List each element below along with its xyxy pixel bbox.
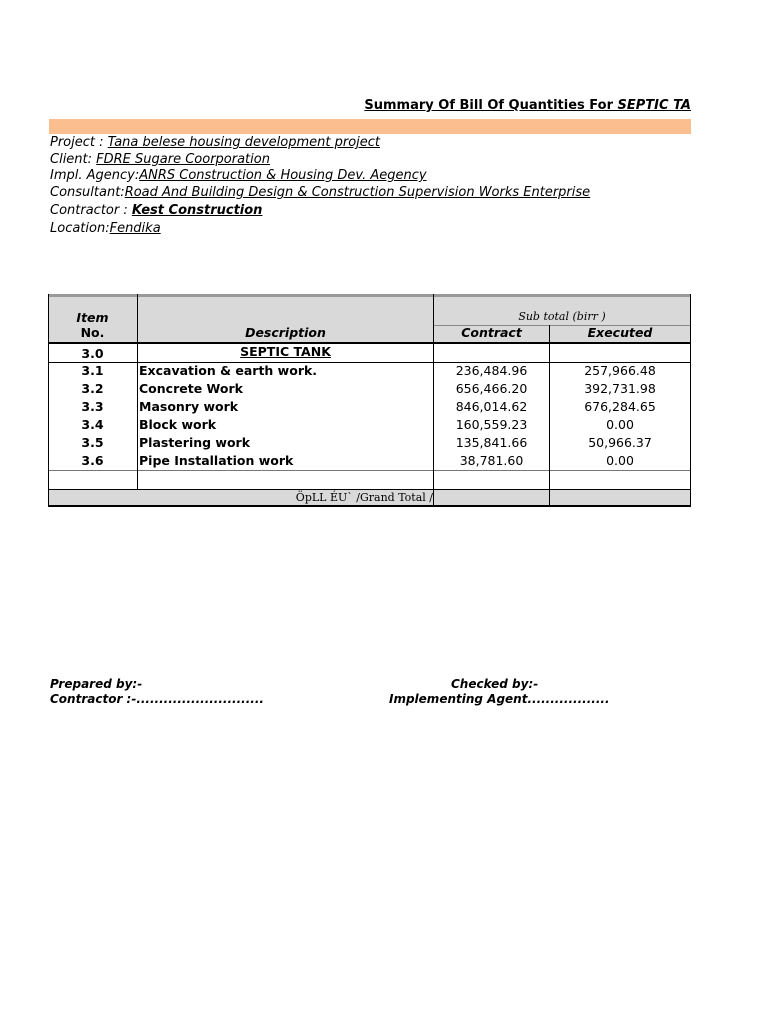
row-contract: 236,484.96 — [455, 363, 528, 378]
contractor-line — [50, 203, 262, 218]
row-description: Concrete Work — [139, 381, 243, 396]
row-contract: 656,466.20 — [455, 381, 528, 396]
header-contract: Contract — [461, 325, 522, 340]
contractor-value: Kest Construction — [131, 203, 263, 218]
row-contract: 160,559.23 — [455, 417, 528, 432]
row-no: 3.5 — [81, 435, 104, 450]
location-line — [50, 221, 161, 236]
agency-label: Impl. Agency: — [50, 168, 140, 183]
prepared-by-label: Prepared by:- — [50, 677, 143, 691]
row-description: Block work — [139, 417, 217, 432]
row-description: Excavation & earth work. — [139, 363, 318, 378]
row-executed: 0.00 — [606, 453, 634, 468]
header-description: Description — [245, 325, 326, 340]
location-value: Fendika — [109, 221, 161, 236]
row-executed: 676,284.65 — [584, 399, 656, 414]
location-label: Location: — [50, 221, 110, 236]
agency-value: ANRS Construction & Housing Dev. Aegency — [139, 168, 427, 183]
project-label: Project : — [50, 135, 108, 150]
row-description: Pipe Installation work — [139, 453, 294, 468]
client-value: FDRE Sugare Coorporation — [96, 152, 270, 167]
project-line — [50, 135, 380, 150]
boq-summary-table — [48, 294, 691, 507]
contractor-label: Contractor : — [50, 203, 132, 218]
row-no: 3.3 — [81, 399, 104, 414]
row-no: 3.1 — [81, 363, 104, 378]
row-description: Masonry work — [139, 399, 239, 414]
row-contract: 846,014.62 — [455, 399, 528, 414]
project-value: Tana belese housing development project — [107, 135, 381, 150]
header-item: Item — [76, 310, 109, 325]
implementing-agent-signature: Implementing Agent.................. — [389, 692, 610, 706]
header-executed: Executed — [587, 325, 653, 340]
agency-line — [50, 168, 427, 183]
consultant-line — [50, 185, 590, 200]
title-subject: SEPTIC TA — [617, 98, 691, 113]
row-executed: 257,966.48 — [584, 363, 656, 378]
header-band — [49, 119, 691, 134]
row-executed: 392,731.98 — [584, 381, 656, 396]
row-executed: 0.00 — [606, 417, 634, 432]
checked-by-label: Checked by:- — [451, 677, 539, 691]
row-description: Plastering work — [139, 435, 251, 450]
row-no: 3.4 — [81, 417, 104, 432]
document-title — [0, 98, 691, 113]
client-label: Client: — [50, 152, 97, 167]
row-no: 3.2 — [81, 381, 104, 396]
row-no: 3.6 — [81, 453, 104, 468]
client-line — [50, 152, 270, 167]
grand-total-label: ÖpLL ÉU` /Grand Total / — [295, 491, 433, 504]
section-title: SEPTIC TANK — [240, 344, 331, 359]
row-contract: 38,781.60 — [459, 453, 524, 468]
consultant-label: Consultant: — [50, 185, 125, 200]
consultant-value: Road And Building Design & Construction Supervision Works Enterprise — [124, 185, 591, 200]
title-prefix: Summary Of Bill Of Quantities For — [364, 98, 618, 113]
row-contract: 135,841.66 — [455, 435, 528, 450]
contractor-signature: Contractor :-............................ — [50, 692, 264, 706]
header-subtotal: Sub total (birr ) — [518, 310, 606, 323]
header-no: No. — [80, 325, 105, 340]
section-no: 3.0 — [81, 346, 104, 361]
row-executed: 50,966.37 — [588, 435, 652, 450]
